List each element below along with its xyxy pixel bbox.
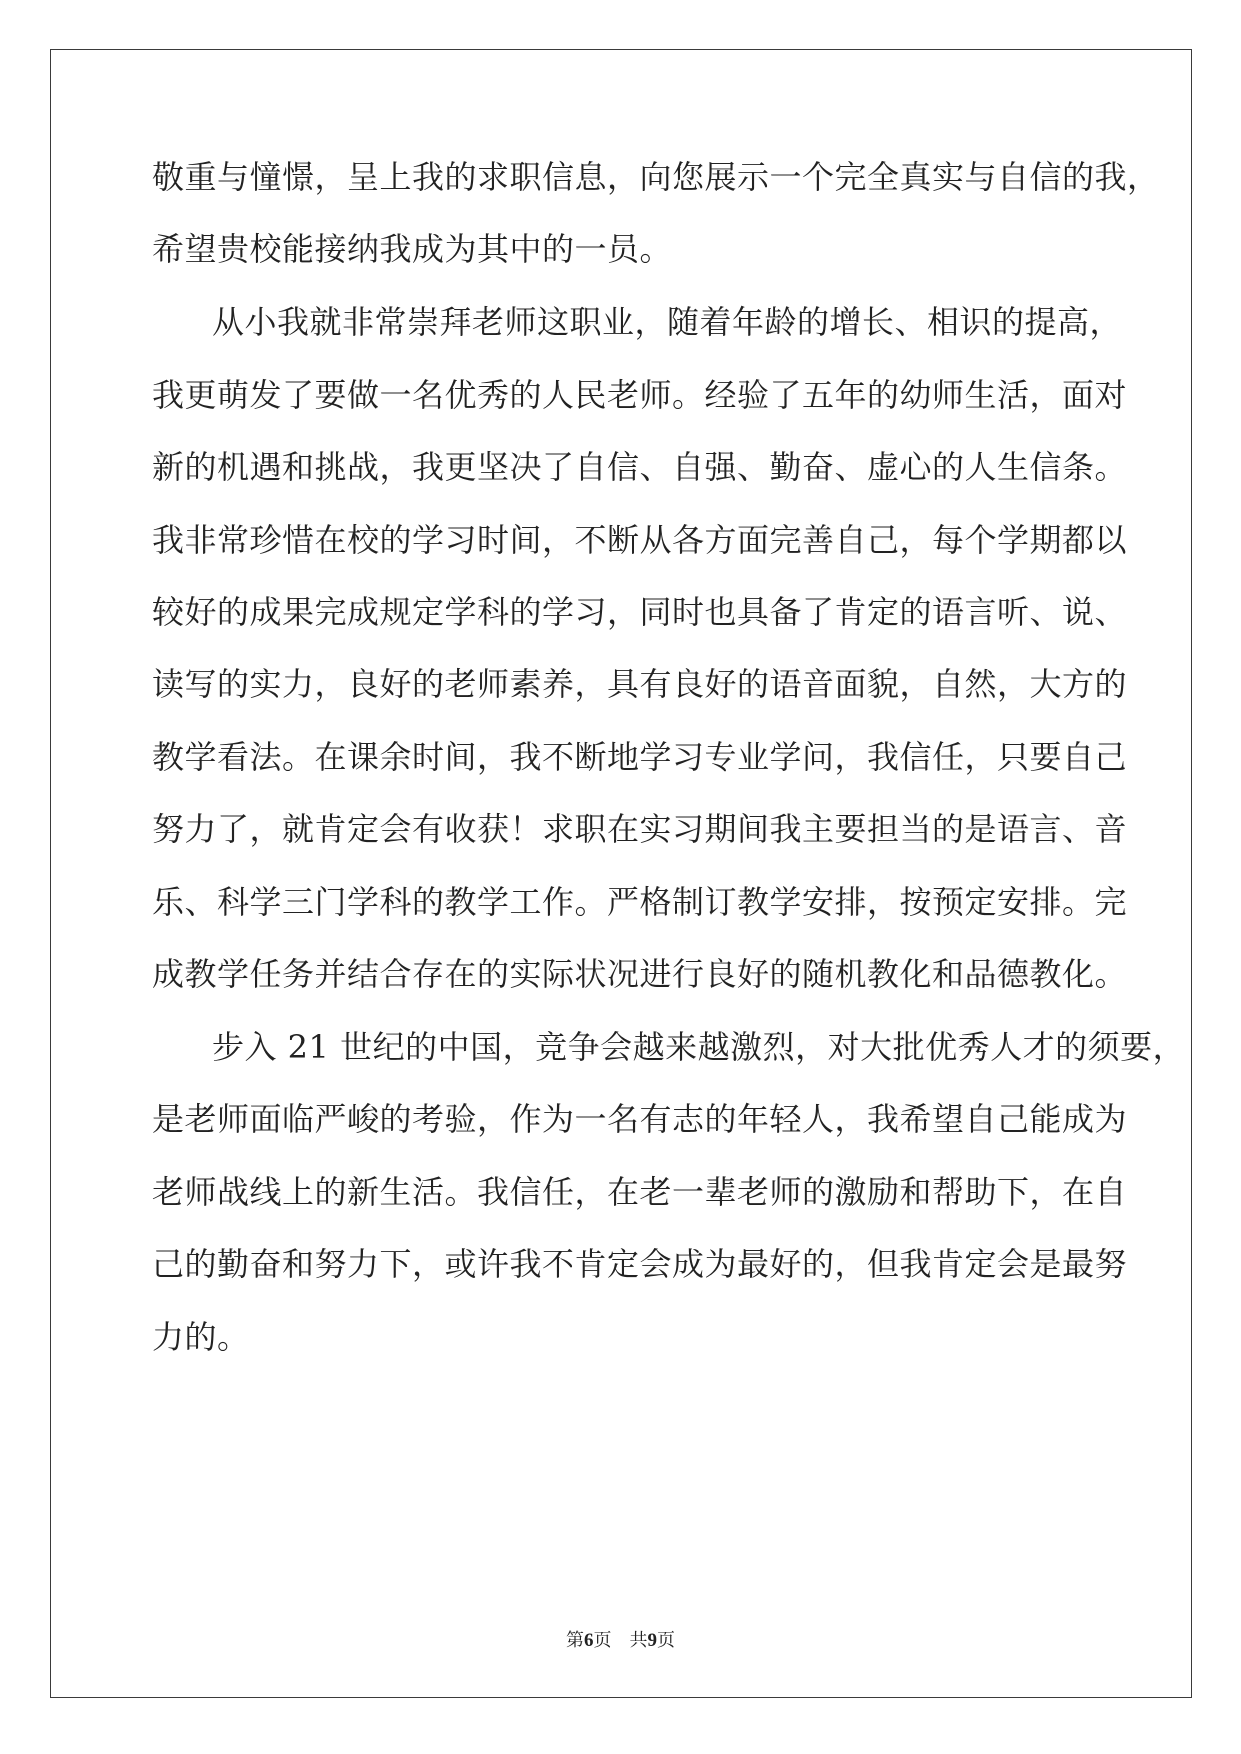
body-line: 成教学任务并结合存在的实际状况进行良好的随机教化和品德教化。: [152, 955, 1128, 993]
page-number: 6: [584, 1630, 594, 1651]
body-line: 较好的成果完成规定学科的学习，同时也具备了肯定的语言听、说、: [152, 593, 1128, 631]
page-suffix: 页: [593, 1630, 612, 1651]
paragraph-start-line: 从小我就非常崇拜老师这职业，随着年龄的增长、相识的提高，: [212, 303, 1123, 341]
total-prefix: 共: [629, 1630, 648, 1651]
page-footer: [0, 1626, 1241, 1652]
body-line: 老师战线上的新生活。我信任，在老一辈老师的激励和帮助下，在自: [152, 1173, 1128, 1211]
body-line: 新的机遇和挑战，我更坚决了自信、自强、勤奋、虚心的人生信条。: [152, 448, 1128, 486]
body-line: 力的。: [152, 1318, 250, 1356]
body-line: 教学看法。在课余时间，我不断地学习专业学问，我信任，只要自己: [152, 738, 1128, 776]
total-pages: 9: [647, 1630, 657, 1651]
body-line: 努力了，就肯定会有收获！求职在实习期间我主要担当的是语言、音: [152, 810, 1128, 848]
total-suffix: 页: [657, 1630, 675, 1651]
body-line: 读写的实力，良好的老师素养，具有良好的语音面貌，自然，大方的: [152, 665, 1128, 703]
body-line: 是老师面临严峻的考验，作为一名有志的年轻人，我希望自己能成为: [152, 1100, 1128, 1138]
body-line: 敬重与憧憬，呈上我的求职信息，向您展示一个完全真实与自信的我，: [152, 158, 1160, 196]
page-prefix: 第: [566, 1630, 584, 1651]
body-line: 我非常珍惜在校的学习时间，不断从各方面完善自己，每个学期都以: [152, 521, 1128, 559]
page-border: [50, 49, 1192, 1698]
body-line: 乐、科学三门学科的教学工作。严格制订教学安排，按预定安排。完: [152, 883, 1128, 921]
paragraph-start-line: 步入 21 世纪的中国，竞争会越来越激烈，对大批优秀人才的须要，: [212, 1028, 1186, 1066]
body-line: 己的勤奋和努力下，或许我不肯定会成为最好的，但我肯定会是最努: [152, 1245, 1128, 1283]
body-line: 我更萌发了要做一名优秀的人民老师。经验了五年的幼师生活，面对: [152, 376, 1128, 414]
body-line: 希望贵校能接纳我成为其中的一员。: [152, 230, 673, 268]
